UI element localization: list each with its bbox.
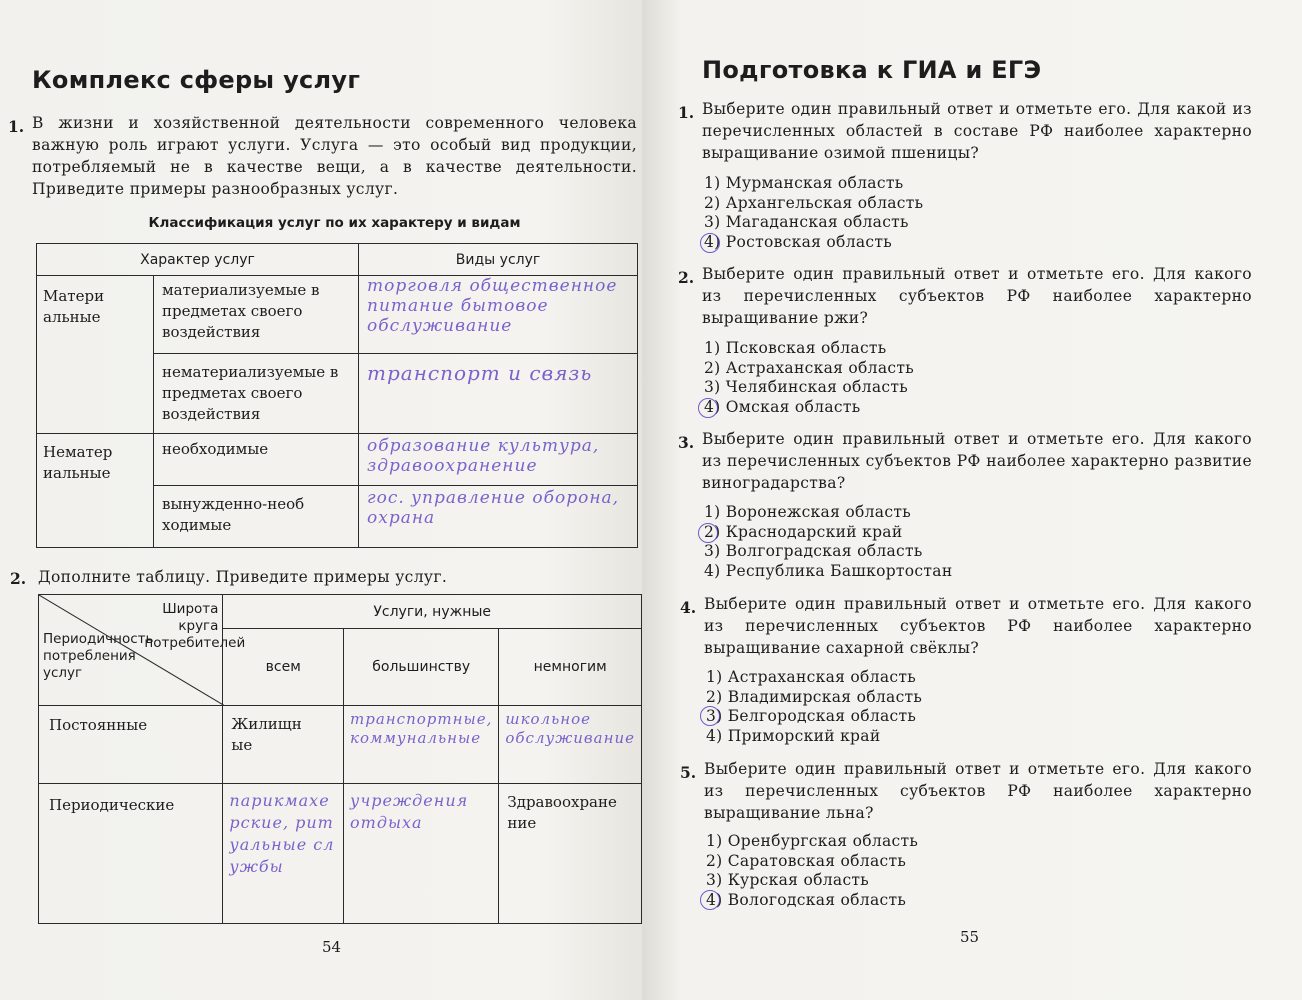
handwritten-answer-2: транспорт и связь xyxy=(367,361,593,385)
group-material-label: Материальные xyxy=(43,287,105,326)
task-1-text: В жизни и хозяйственной деятельности современного человека важную роль играют услуги. Услуга — это особый вид продукции, потребляемый не в качестве вещи, а в качестве деятельности. Приведите примеры разнообразных услуг. xyxy=(32,114,637,198)
question-1-text: Выберите один правильный ответ и отметьте его. Для какой из перечисленных областей в составе РФ наиболее характерно выращивание озимой пшеницы? xyxy=(702,100,1252,162)
question-2-text: Выберите один правильный ответ и отметьте его. Для какого из перечисленных субъектов РФ наиболее характерно выращивание ржи? xyxy=(702,265,1252,327)
question-1-options xyxy=(704,174,923,252)
answer-cell-3 xyxy=(359,434,638,486)
table-header-character: Характер услуг xyxy=(37,244,359,276)
handwritten-constant-most: транспортные, коммунальные xyxy=(350,710,493,747)
diagonal-bottom-label: Периодичность потребления услуг xyxy=(43,631,154,681)
question-4-number: 4. xyxy=(680,598,697,617)
question-3-options xyxy=(704,503,952,581)
table-1-caption: Классификация услуг по их характеру и видам xyxy=(148,215,521,231)
task-2-number: 2. xyxy=(10,569,27,588)
answer-circle-q3 xyxy=(698,523,718,543)
handwritten-answer-3: образование культура, здравоохранение xyxy=(367,436,600,476)
option[interactable]: 2) Владимирская область xyxy=(706,687,923,706)
option[interactable]: 3) Белгородская область xyxy=(706,707,917,725)
option[interactable]: 4) Ростовская область xyxy=(704,232,892,251)
group-material xyxy=(37,276,154,434)
answer-cell-4 xyxy=(359,486,638,548)
group-header-services: Услуги, нужные xyxy=(223,595,642,629)
question-2-number: 2. xyxy=(678,268,695,287)
question-5-options xyxy=(706,832,918,910)
page-number-left: 54 xyxy=(322,938,342,956)
question-3-number: 3. xyxy=(678,433,695,452)
question-1-number: 1. xyxy=(678,103,695,122)
option[interactable]: 1) Мурманская область xyxy=(704,174,904,192)
diagonal-header-cell xyxy=(39,595,246,706)
page-number-right: 55 xyxy=(960,928,980,946)
cell-constant-all xyxy=(223,706,344,784)
handwritten-constant-few: школьное обслуживание xyxy=(505,710,636,747)
left-page xyxy=(0,0,642,1000)
services-frequency-table xyxy=(38,594,642,924)
handwritten-answer-1: торговля общественное питание бытовое обслуживание xyxy=(367,276,618,336)
right-page xyxy=(642,0,1302,1000)
answer-cell-1 xyxy=(359,276,638,354)
col-header-most: большинству xyxy=(344,629,499,706)
option[interactable]: 3) Курская область xyxy=(706,871,870,889)
subgroup-forced-label: вынужденно-необходимые xyxy=(162,495,305,534)
services-classification-table xyxy=(36,243,638,548)
option[interactable]: 2) Архангельская область xyxy=(704,193,924,212)
handwritten-periodic-all: парикмахерские, ритуальные службы xyxy=(229,791,335,876)
option[interactable]: 1) Воронежская область xyxy=(704,503,911,521)
cell-periodic-most xyxy=(344,784,499,924)
option[interactable]: 1) Псковская область xyxy=(704,339,887,357)
task-1-number: 1. xyxy=(8,117,25,136)
handwritten-periodic-most: учреждения отдыха xyxy=(350,791,469,832)
cell-constant-all-text: Жилищные xyxy=(231,715,302,754)
answer-cell-2 xyxy=(359,354,638,434)
col-header-few: немногим xyxy=(499,629,642,706)
question-4-text: Выберите один правильный ответ и отметьте его. Для какого из перечисленных субъектов РФ наиболее характерно выращивание сахарной свёклы? xyxy=(704,595,1252,657)
option[interactable]: 1) Оренбургская область xyxy=(706,832,919,850)
col-header-all: всем xyxy=(223,629,344,706)
option[interactable]: 2) Астраханская область xyxy=(704,358,914,377)
row-label-periodic: Периодические xyxy=(39,784,223,924)
group-nonmaterial-label: Нематериальные xyxy=(43,443,113,482)
option[interactable]: 4) Вологодская область xyxy=(706,890,907,909)
page-title-right: Подготовка к ГИА и ЕГЭ xyxy=(702,56,1042,84)
option[interactable]: 2) Саратовская область xyxy=(706,851,907,870)
diagonal-top-label: Широта круга потребителей xyxy=(144,601,246,651)
question-3-text: Выберите один правильный ответ и отметьте его. Для какого из перечисленных субъектов РФ наиболее характерно развитие виноградарства? xyxy=(702,430,1252,492)
option[interactable]: 3) Волгоградская область xyxy=(704,542,923,560)
question-2-options xyxy=(704,339,914,417)
answer-circle-q2 xyxy=(698,398,718,418)
cell-constant-few xyxy=(499,706,642,784)
question-4-options xyxy=(706,668,922,746)
task-2-text: Дополните таблицу. Приведите примеры услуг. xyxy=(38,568,448,586)
option[interactable]: 2) Краснодарский край xyxy=(704,522,903,541)
handwritten-answer-4: гос. управление оборона, охрана xyxy=(367,488,620,528)
question-5-number: 5. xyxy=(680,763,697,782)
subgroup-nonmaterializable: нематериализуемые в предметах своего воздействия xyxy=(154,354,359,434)
option[interactable]: 4) Омская область xyxy=(704,397,861,416)
option[interactable]: 1) Астраханская область xyxy=(706,668,916,686)
row-label-constant: Постоянные xyxy=(39,706,223,784)
cell-constant-most xyxy=(344,706,499,784)
answer-circle-q5 xyxy=(700,890,720,910)
cell-periodic-all xyxy=(223,784,344,924)
question-5-text: Выберите один правильный ответ и отметьте его. Для какого из перечисленных субъектов РФ наиболее характерно выращивание льна? xyxy=(704,760,1252,822)
cell-periodic-few xyxy=(499,784,642,924)
subgroup-necessary: необходимые xyxy=(154,434,359,486)
page-title: Комплекс сферы услуг xyxy=(32,66,361,94)
answer-circle-q1 xyxy=(700,233,720,253)
option[interactable]: 4) Приморский край xyxy=(706,726,881,745)
subgroup-materializable: материализуемые в предметах своего воздействия xyxy=(154,276,359,354)
group-nonmaterial xyxy=(37,434,154,548)
answer-circle-q4 xyxy=(700,706,720,726)
option[interactable]: 4) Республика Башкортостан xyxy=(704,561,953,580)
table-header-types: Виды услуг xyxy=(359,244,638,276)
option[interactable]: 3) Магаданская область xyxy=(704,213,909,231)
subgroup-forced xyxy=(154,486,359,548)
cell-periodic-few-text: Здравоохранение xyxy=(507,793,617,832)
option[interactable]: 3) Челябинская область xyxy=(704,378,908,396)
